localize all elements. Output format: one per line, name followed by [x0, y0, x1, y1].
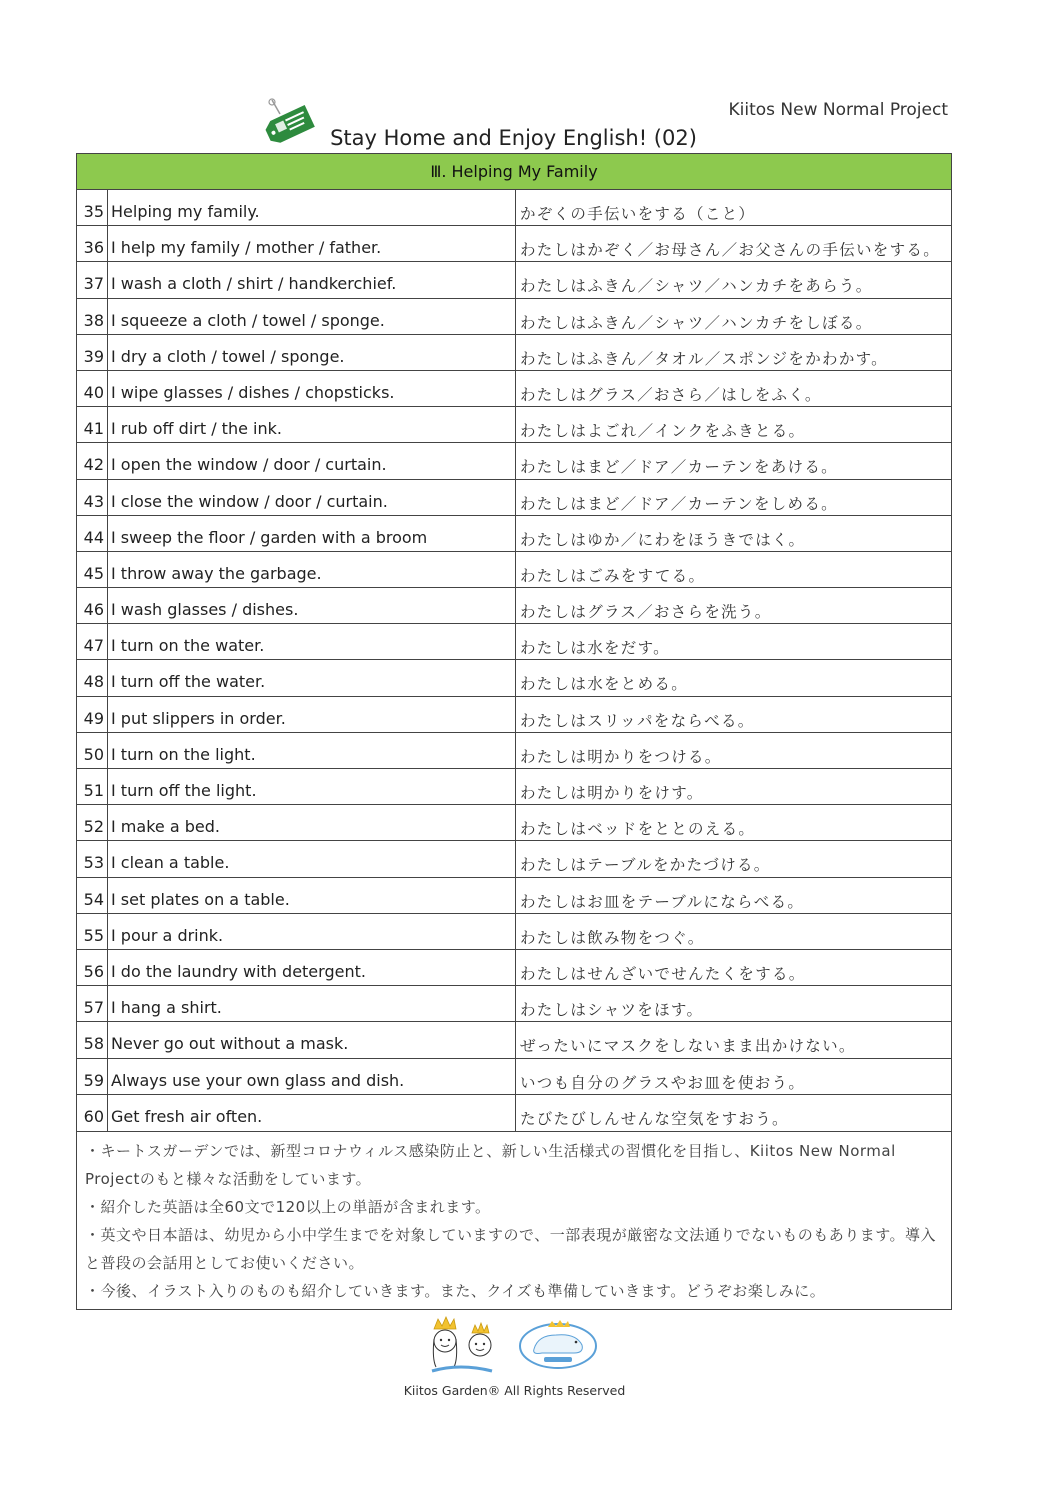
japanese-phrase: わたしはゆか／にわをほうきではく。 [520, 530, 806, 549]
japanese-phrase: わたしはふきん／シャツ／ハンカチをしぼる。 [520, 313, 873, 332]
table-row [77, 986, 951, 1022]
row-number: 57 [77, 986, 108, 1021]
japanese-phrase: かぞくの手伝いをする（こと） [520, 205, 756, 223]
table-row [77, 914, 951, 950]
japanese-phrase: わたしは飲み物をつぐ。 [520, 928, 705, 947]
row-number: 37 [77, 262, 108, 297]
japanese-phrase: いつも自分のグラスやお皿を使おう。 [520, 1073, 806, 1092]
english-phrase: Get fresh air often. [108, 1095, 516, 1131]
english-phrase: I rub off dirt / the ink. [108, 407, 516, 442]
row-number: 56 [77, 950, 108, 985]
japanese-phrase: わたしはベッドをととのえる。 [520, 820, 756, 839]
english-phrase: Helping my family. [108, 190, 516, 225]
english-phrase: I sweep the floor / garden with a broom [108, 516, 516, 551]
table-row [77, 588, 951, 624]
japanese-phrase: わたしはごみをすてる。 [520, 566, 706, 585]
row-number: 38 [77, 299, 108, 334]
table-row [77, 878, 951, 914]
phrase-table [76, 153, 952, 1132]
table-row [77, 516, 951, 552]
row-number: 40 [77, 371, 108, 406]
table-row [77, 950, 951, 986]
japanese-phrase: わたしは水をとめる。 [520, 675, 689, 694]
row-number: 50 [77, 733, 108, 768]
english-phrase: I wash glasses / dishes. [108, 588, 516, 623]
japanese-phrase: わたしはふきん／シャツ／ハンカチをあらう。 [520, 277, 873, 296]
japanese-phrase: わたしはスリッパをならべる。 [520, 711, 755, 730]
japanese-phrase: ぜったいにマスクをしないまま出かけない。 [520, 1037, 856, 1056]
page-title: Stay Home and Enjoy English! (02) [330, 126, 697, 150]
english-phrase: I help my family / mother / father. [108, 226, 516, 261]
table-row [77, 660, 951, 696]
english-phrase: I do the laundry with detergent. [108, 950, 516, 985]
table-row [77, 262, 951, 298]
table-row [77, 841, 951, 877]
row-number: 51 [77, 769, 108, 804]
note-1: ・キートスガーデンでは、新型コロナウィルス感染防止と、新しい生活様式の習慣化を目指し、Kiitos New Normal Projectのもと様々な活動をしています。 [85, 1142, 896, 1188]
english-phrase: I turn off the water. [108, 660, 516, 695]
english-phrase: I close the window / door / curtain. [108, 480, 516, 515]
row-number: 54 [77, 878, 108, 913]
table-row [77, 371, 951, 407]
english-phrase: I squeeze a cloth / towel / sponge. [108, 299, 516, 334]
japanese-phrase: わたしはお皿をテーブルにならべる。 [520, 892, 805, 911]
japanese-phrase: わたしはグラス／おさら／はしをふく。 [520, 385, 822, 404]
row-number: 49 [77, 697, 108, 732]
english-phrase: I wash a cloth / shirt / handkerchief. [108, 262, 516, 297]
table-row [77, 407, 951, 443]
english-phrase: I turn on the water. [108, 624, 516, 659]
japanese-phrase: わたしはまど／ドア／カーテンをしめる。 [520, 494, 838, 513]
table-row [77, 299, 951, 335]
table-row [77, 1059, 951, 1095]
english-phrase: I turn off the light. [108, 769, 516, 804]
table-row [77, 226, 951, 262]
table-row [77, 443, 951, 479]
row-number: 58 [77, 1022, 108, 1057]
kiitos-garden-logo [432, 1317, 492, 1371]
copyright: Kiitos Garden® All Rights Reserved [403, 1383, 626, 1398]
table-row [77, 1095, 951, 1131]
table-row [77, 733, 951, 769]
project-name: Kiitos New Normal Project [728, 100, 948, 120]
japanese-phrase: わたしはよごれ／インクをふきとる。 [520, 422, 806, 441]
table-row [77, 190, 951, 226]
note-3: ・英文や日本語は、幼児から小中学生までを対象していますので、一部表現が厳密な文法通りでないものもあります。導入と普段の会話用としてお使いください。 [85, 1226, 937, 1272]
row-number: 55 [77, 914, 108, 949]
table-row [77, 1022, 951, 1058]
english-phrase: I make a bed. [108, 805, 516, 840]
japanese-phrase: わたしは明かりをつける。 [520, 747, 722, 766]
english-phrase: I throw away the garbage. [108, 552, 516, 587]
row-number: 48 [77, 660, 108, 695]
footer-logos [426, 1315, 606, 1377]
japanese-phrase: たびたびしんせんな空気をすおう。 [520, 1109, 789, 1128]
english-phrase: I wipe glasses / dishes / chopsticks. [108, 371, 516, 406]
english-phrase: Always use your own glass and dish. [108, 1059, 516, 1094]
note-4: ・今後、イラスト入りのものも紹介していきます。また、クイズも準備していきます。どうぞお楽しみに。 [85, 1282, 826, 1300]
notes-box [76, 1131, 952, 1310]
english-phrase: I open the window / door / curtain. [108, 443, 516, 478]
row-number: 59 [77, 1059, 108, 1094]
polar-bear-logo [520, 1320, 596, 1368]
japanese-phrase: わたしはテーブルをかたづける。 [520, 856, 771, 875]
row-number: 46 [77, 588, 108, 623]
english-phrase: I dry a cloth / towel / sponge. [108, 335, 516, 370]
table-row [77, 805, 951, 841]
japanese-phrase: わたしはふきん／タオル／スポンジをかわかす。 [520, 349, 888, 368]
japanese-phrase: わたしはグラス／おさらを洗う。 [520, 603, 772, 622]
row-number: 36 [77, 226, 108, 261]
row-number: 43 [77, 480, 108, 515]
row-number: 35 [77, 190, 108, 225]
table-row [77, 697, 951, 733]
row-number: 47 [77, 624, 108, 659]
row-number: 42 [77, 443, 108, 478]
japanese-phrase: わたしはかぞく／お母さん／お父さんの手伝いをする。 [520, 241, 941, 260]
table-row [77, 769, 951, 805]
japanese-phrase: わたしは水をだす。 [520, 639, 670, 658]
english-phrase: I hang a shirt. [108, 986, 516, 1021]
english-phrase: I set plates on a table. [108, 878, 516, 913]
english-phrase: I clean a table. [108, 841, 516, 876]
english-phrase: I turn on the light. [108, 733, 516, 768]
japanese-phrase: わたしはシャツをほす。 [520, 1001, 704, 1020]
english-phrase: Never go out without a mask. [108, 1022, 516, 1057]
table-row [77, 335, 951, 371]
table-row [77, 624, 951, 660]
row-number: 39 [77, 335, 108, 370]
row-number: 60 [77, 1095, 108, 1131]
japanese-phrase: わたしはせんざいでせんたくをする。 [520, 964, 806, 983]
row-number: 41 [77, 407, 108, 442]
japanese-phrase: わたしはまど／ドア／カーテンをあける。 [520, 458, 838, 477]
row-number: 45 [77, 552, 108, 587]
section-header: Ⅲ. Helping My Family [77, 154, 951, 190]
english-phrase: I put slippers in order. [108, 697, 516, 732]
table-row [77, 480, 951, 516]
row-number: 44 [77, 516, 108, 551]
row-number: 53 [77, 841, 108, 876]
table-row [77, 552, 951, 588]
row-number: 52 [77, 805, 108, 840]
english-phrase: I pour a drink. [108, 914, 516, 949]
japanese-phrase: わたしは明かりをけす。 [520, 784, 704, 802]
note-2: ・紹介した英語は全60文で120以上の単語が含まれます。 [85, 1198, 491, 1216]
